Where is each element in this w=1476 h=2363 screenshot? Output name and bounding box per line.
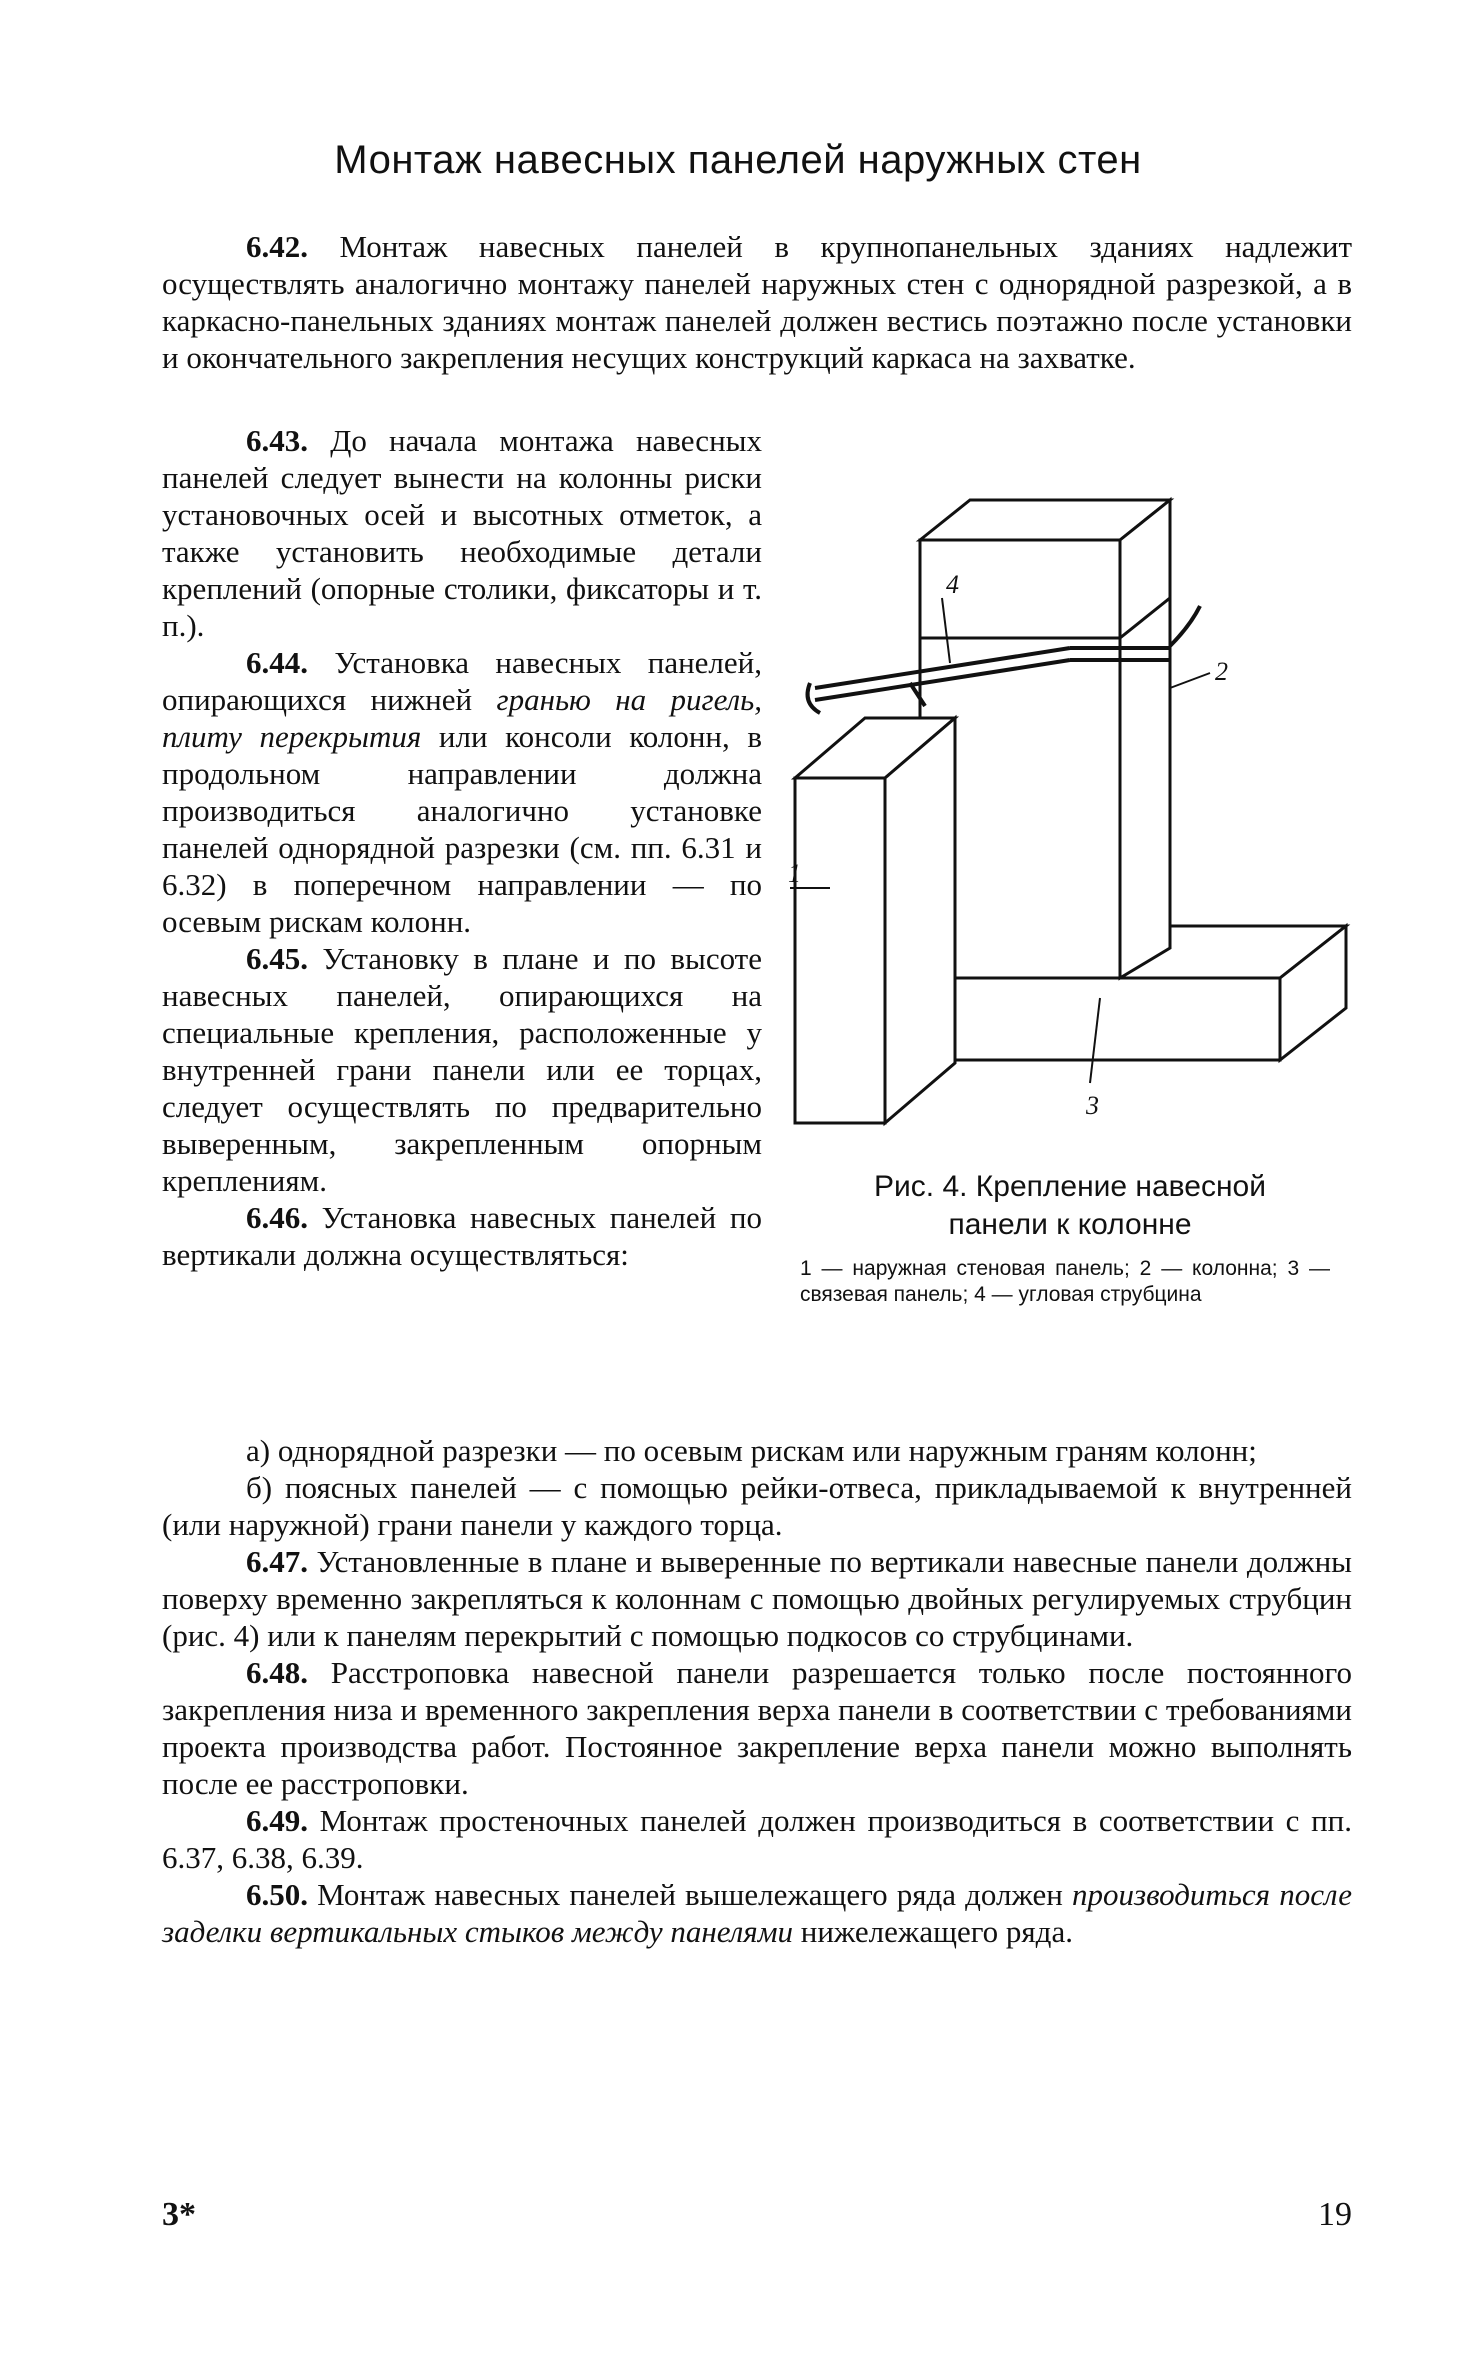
paragraph-text: или консоли колонн, в продольном направлении должна производиться аналогично установке панелей однорядной разрезки (см. пп. 6.31 и 6.32) в поперечном направлении — по осевым рискам колонн. bbox=[162, 719, 762, 939]
paragraph-6-44 bbox=[162, 644, 762, 940]
figure-caption bbox=[790, 1168, 1350, 1244]
lower-text-block bbox=[162, 1432, 1352, 1950]
paragraph-number: 6.44. bbox=[246, 645, 308, 680]
paragraph-text: Монтаж навесных панелей вышележащего ряда должен bbox=[308, 1877, 1072, 1912]
label-2: 2 bbox=[1215, 657, 1228, 686]
column-lower-side bbox=[1120, 598, 1170, 978]
paragraph-text: Установку в плане и по высоте навесных панелей, опирающихся на специальные крепления, расположенные у внутренней грани панели или ее торцах, следует осуществлять по предварительно выверенным, закрепленным опорным креплениям. bbox=[162, 941, 762, 1198]
paragraph-6-42 bbox=[162, 228, 1352, 376]
paragraph-number: 6.46. bbox=[246, 1200, 308, 1235]
paragraph-number: 6.50. bbox=[246, 1877, 308, 1912]
paragraph-text: Монтаж простеночных панелей должен производиться в соответствии с пп. 6.37, 6.38, 6.39. bbox=[162, 1803, 1352, 1875]
panel-side-face bbox=[885, 718, 955, 1123]
figure-legend: 1 — наружная стеновая панель; 2 — колонна; 3 — связевая панель; 4 — угловая струбцина bbox=[800, 1257, 1330, 1306]
paragraph-text: Установка навесных панелей по вертикали должна осуществляться: bbox=[162, 1200, 762, 1272]
paragraph-6-50 bbox=[162, 1876, 1352, 1950]
paragraph-6-43 bbox=[162, 422, 762, 644]
page-number: 19 bbox=[1318, 2196, 1352, 2233]
paragraph-text: Установленные в плане и выверенные по вертикали навесные панели должны поверху временно закрепляться к колоннам с помощью двойных регулируемых струбцин (рис. 4) или к панелям перекрытий с помощью подкосов со струбцинами. bbox=[162, 1544, 1352, 1653]
paragraph-6-45 bbox=[162, 940, 762, 1199]
label-1: 1 bbox=[788, 859, 801, 888]
paragraph-text: Установка навесных панелей, опирающихся нижней bbox=[162, 645, 762, 717]
left-column bbox=[162, 422, 762, 1273]
label-3: 3 bbox=[1086, 1091, 1099, 1120]
paragraph-6-47 bbox=[162, 1543, 1352, 1654]
paragraph-number: 6.49. bbox=[246, 1803, 308, 1838]
paragraph-text: Расстроповка навесной панели разрешается только после постоянного закрепления низа и временного закрепления верха панели в соответствии с требованиями проекта производства работ. Постоянное закрепление верха панели можно выполнять после ее расстроповки. bbox=[162, 1655, 1352, 1801]
paragraph-number: 6.43. bbox=[246, 423, 308, 458]
paragraph-text: Монтаж навесных панелей в крупнопанельных зданиях надлежит осуществлять аналогично монтажу панелей наружных стен с однорядной разрезкой, а в каркасно-панельных зданиях монтаж панелей должен вестись поэтажно после установки и окончательного закрепления несущих конструкций каркаса на захватке. bbox=[162, 229, 1352, 375]
paragraph-italic-text: производиться после заделки вертикальных стыков между панелями bbox=[162, 1877, 1352, 1949]
panel-column-drawing bbox=[790, 478, 1350, 1138]
section-title: Монтаж навесных панелей наружных стен bbox=[334, 138, 1142, 182]
paragraph-text: До начала монтажа навесных панелей следует вынести на колонны риски установочных осей и высотных отметок, а также установить необходимые детали креплений (опорные столики, фиксаторы и т. п.). bbox=[162, 423, 762, 643]
paragraph-number: 6.42. bbox=[246, 229, 308, 264]
caption-line-1: Рис. 4. Крепление навесной bbox=[874, 1170, 1266, 1203]
list-item-a: а) однорядной разрезки — по осевым рискам или наружным граням колонн; bbox=[246, 1433, 1257, 1468]
paragraph-number: 6.47. bbox=[246, 1544, 308, 1579]
panel-front-face bbox=[795, 778, 885, 1123]
paragraph-6-49 bbox=[162, 1802, 1352, 1876]
paragraph-number: 6.48. bbox=[246, 1655, 308, 1690]
figure-4-diagram bbox=[790, 478, 1350, 1138]
label-4: 4 bbox=[946, 570, 959, 599]
list-item-b: б) поясных панелей — с помощью рейки-отвеса, прикладываемой к внутренней (или наружной) грани панели у каждого торца. bbox=[162, 1470, 1352, 1542]
paragraph-italic-text: гранью на ригель, плиту перекрытия bbox=[162, 682, 762, 754]
paragraph-6-48 bbox=[162, 1654, 1352, 1802]
paragraph-number: 6.45. bbox=[246, 941, 308, 976]
caption-line-2: панели к колонне bbox=[948, 1208, 1192, 1241]
signature-mark: 3* bbox=[162, 2196, 196, 2233]
paragraph-6-46 bbox=[162, 1199, 762, 1273]
paragraph-text: нижележащего ряда. bbox=[792, 1914, 1073, 1949]
